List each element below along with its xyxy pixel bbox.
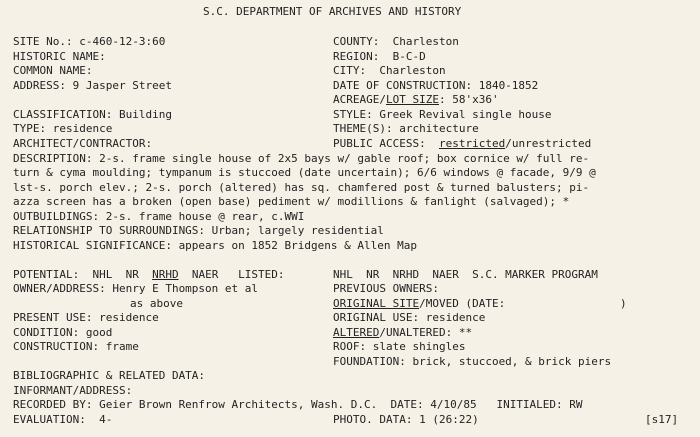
lot-size-value: : 58'x36' [438, 93, 499, 106]
photo-data: PHOTO. DATA: 1 (26:22) [333, 413, 479, 426]
informant-address: INFORMANT/ADDRESS: [13, 384, 133, 397]
owner-address: OWNER/ADDRESS: Henry E Thompson et al [13, 282, 259, 295]
potential-nrhd: NRHD [152, 268, 179, 281]
roof: ROOF: slate shingles [333, 340, 466, 353]
sheet-reference: [s17] [645, 413, 679, 426]
lot-size-label: LOT SIZE [385, 93, 439, 106]
foundation: FOUNDATION: brick, stuccoed, & brick piers [333, 355, 612, 368]
description-line: lst-s. porch elev.; 2-s. porch (altered) has sq. chamfered post & turned balusters; pi- [13, 181, 590, 194]
condition: CONDITION: good [13, 326, 113, 339]
description-line: DESCRIPTION: 2-s. frame single house of 2x5 bays w/ gable roof; box cornice w/ full re- [13, 152, 590, 165]
present-use: PRESENT USE: residence [13, 311, 159, 324]
date-of-construction: DATE OF CONSTRUCTION: 1840-1852 [333, 79, 539, 92]
potential-rest: NAER LISTED: [178, 268, 285, 281]
site-number: SITE No.: c-460-12-3:60 [13, 35, 166, 48]
public-access-label: PUBLIC ACCESS: [333, 137, 439, 150]
altered-label: ALTERED [333, 326, 380, 339]
card-header: S.C. DEPARTMENT OF ARCHIVES AND HISTORY [203, 5, 462, 18]
type: TYPE: residence [13, 122, 113, 135]
acreage-label: ACREAGE/ [333, 93, 386, 106]
unaltered-label: /UNALTERED: ** [379, 326, 473, 339]
altered-unaltered [333, 326, 472, 340]
potential [13, 268, 285, 282]
city: CITY: Charleston [333, 64, 446, 77]
unrestricted-value: /unrestricted [505, 137, 592, 150]
previous-owners: PREVIOUS OWNERS: [333, 282, 439, 295]
style: STYLE: Greek Revival single house [333, 108, 552, 121]
acreage-lot-size [333, 93, 499, 107]
original-use: ORIGINAL USE: residence [333, 311, 486, 324]
historical-significance: HISTORICAL SIGNIFICANCE: appears on 1852 Bridgens & Allen Map [13, 239, 417, 252]
original-site-label: ORIGINAL SITE [333, 297, 420, 310]
region: REGION: B-C-D [333, 50, 426, 63]
listed-options: NHL NR NRHD NAER S.C. MARKER PROGRAM [333, 268, 598, 281]
restricted-value: restricted [438, 137, 506, 150]
description-line: azza screen has a broken (open base) pediment w/ modillions & fanlight (salvaged); * [13, 195, 570, 208]
recorded-by: RECORDED BY: Geier Brown Renfrow Architects, Wash. D.C. DATE: 4/10/85 INITIALED: RW [13, 398, 583, 411]
classification: CLASSIFICATION: Building [13, 108, 172, 121]
description-line: turn & cyma moulding; tympanum is stuccoed (date uncertain); 6/6 windows @ facade, 9/9 @ [13, 166, 596, 179]
original-site-moved [333, 297, 505, 311]
owner-address-cont: as above [130, 297, 183, 310]
county: COUNTY: Charleston [333, 35, 459, 48]
relationship-to-surroundings: RELATIONSHIP TO SURROUNDINGS: Urban; largely residential [13, 224, 384, 237]
outbuildings: OUTBUILDINGS: 2-s. frame house @ rear, c.WWI [13, 210, 305, 223]
architect-contractor: ARCHITECT/CONTRACTOR: [13, 137, 153, 150]
moved-date-label: /MOVED (DATE: [419, 297, 506, 310]
public-access [333, 137, 591, 151]
moved-date-close: ) [620, 297, 627, 310]
historic-name: HISTORIC NAME: [13, 50, 106, 63]
construction: CONSTRUCTION: frame [13, 340, 139, 353]
address: ADDRESS: 9 Jasper Street [13, 79, 172, 92]
potential-label: POTENTIAL: NHL NR [13, 268, 153, 281]
themes: THEME(S): architecture [333, 122, 479, 135]
common-name: COMMON NAME: [13, 64, 93, 77]
bibliographic-data: BIBLIOGRAPHIC & RELATED DATA: [13, 369, 206, 382]
evaluation: EVALUATION: 4- [13, 413, 113, 426]
